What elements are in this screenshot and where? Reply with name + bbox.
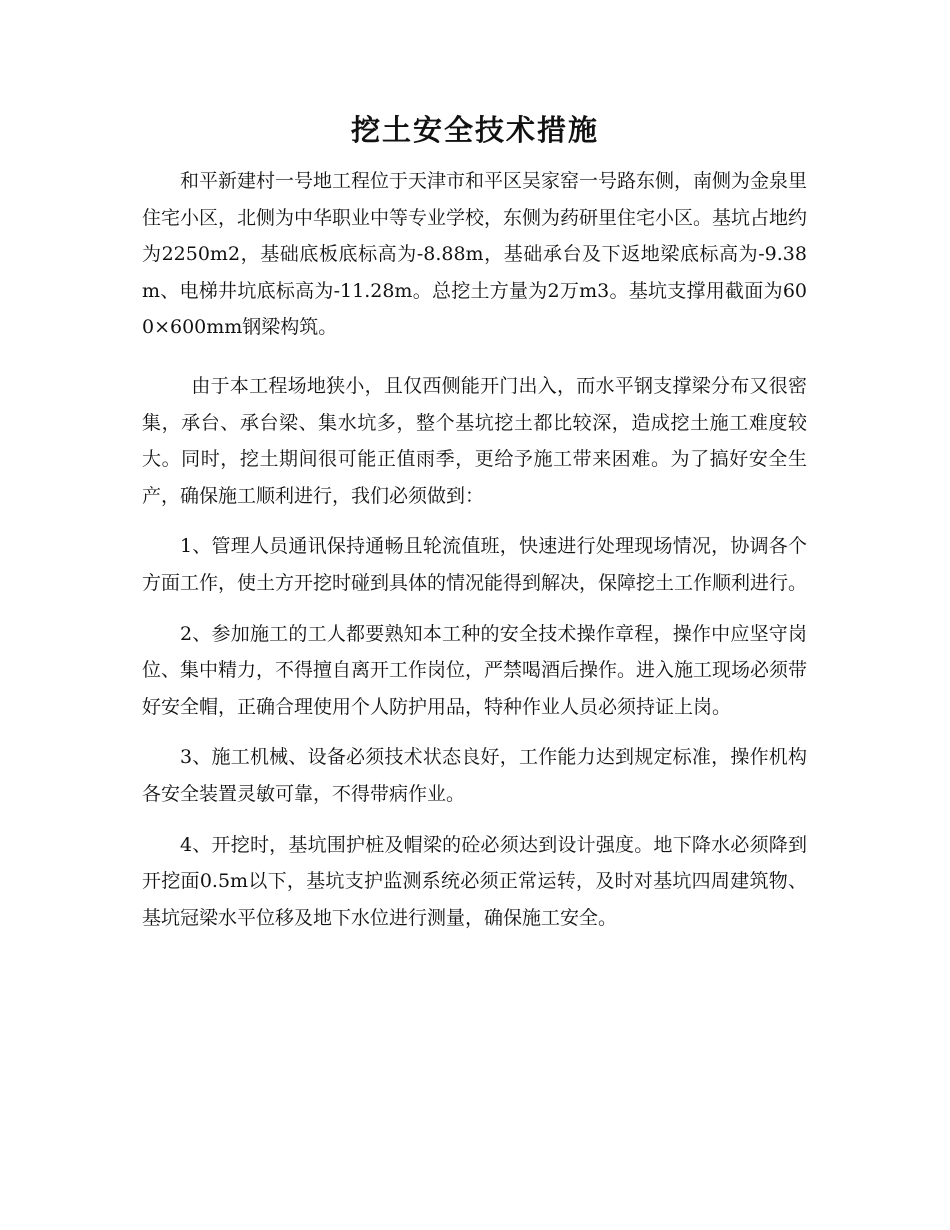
paragraph-site-conditions: 由于本工程场地狭小，且仅西侧能开门出入，而水平钢支撑梁分布又很密集，承台、承台梁、集水坑多，整个基坑挖土都比较深，造成挖土施工难度较大。同时，挖土期间很可能正值雨季，更给予施工带来困难。为了搞好安全生产，确保施工顺利进行，我们必须做到： [142, 374, 807, 507]
document-title: 挖土安全技术措施 [350, 113, 599, 147]
paragraph-measure-3: 3、施工机械、设备必须技术状态良好，工作能力达到规定标准，操作机构各安全装置灵敏可靠，不得带病作业。 [142, 746, 807, 805]
paragraph-measure-4: 4、开挖时，基坑围护桩及帽梁的砼必须达到设计强度。地下降水必须降到开挖面0.5m以下，基坑支护监测系统必须正常运转，及时对基坑四周建筑物、基坑冠梁水平位移及地下水位进行测量，确保施工安全。 [142, 833, 807, 929]
paragraph-measure-2: 2、参加施工的工人都要熟知本工种的安全技术操作章程，操作中应坚守岗位、集中精力，不得擅自离开工作岗位，严禁喝酒后操作。进入施工现场必须带好安全帽，正确合理使用个人防护用品，特种作业人员必须持证上岗。 [142, 622, 808, 718]
document-body [142, 163, 807, 936]
paragraph-measure-1: 1、管理人员通讯保持通畅且轮流值班，快速进行处理现场情况，协调各个方面工作，使土方开挖时碰到具体的情况能得到解决，保障挖土工作顺利进行。 [142, 535, 808, 594]
paragraph-project-overview: 和平新建村一号地工程位于天津市和平区吴家窑一号路东侧，南侧为金泉里住宅小区，北侧为中华职业中等专业学校，东侧为药研里住宅小区。基坑占地约为2250m2，基础底板底标高为-8.88m，基础承台及下返地梁底标高为-9.38m、电梯井坑底标高为-11.28m。总挖土方量为2万m3。基坑支撑用截面为600×600mm钢梁构筑。 [142, 170, 808, 339]
